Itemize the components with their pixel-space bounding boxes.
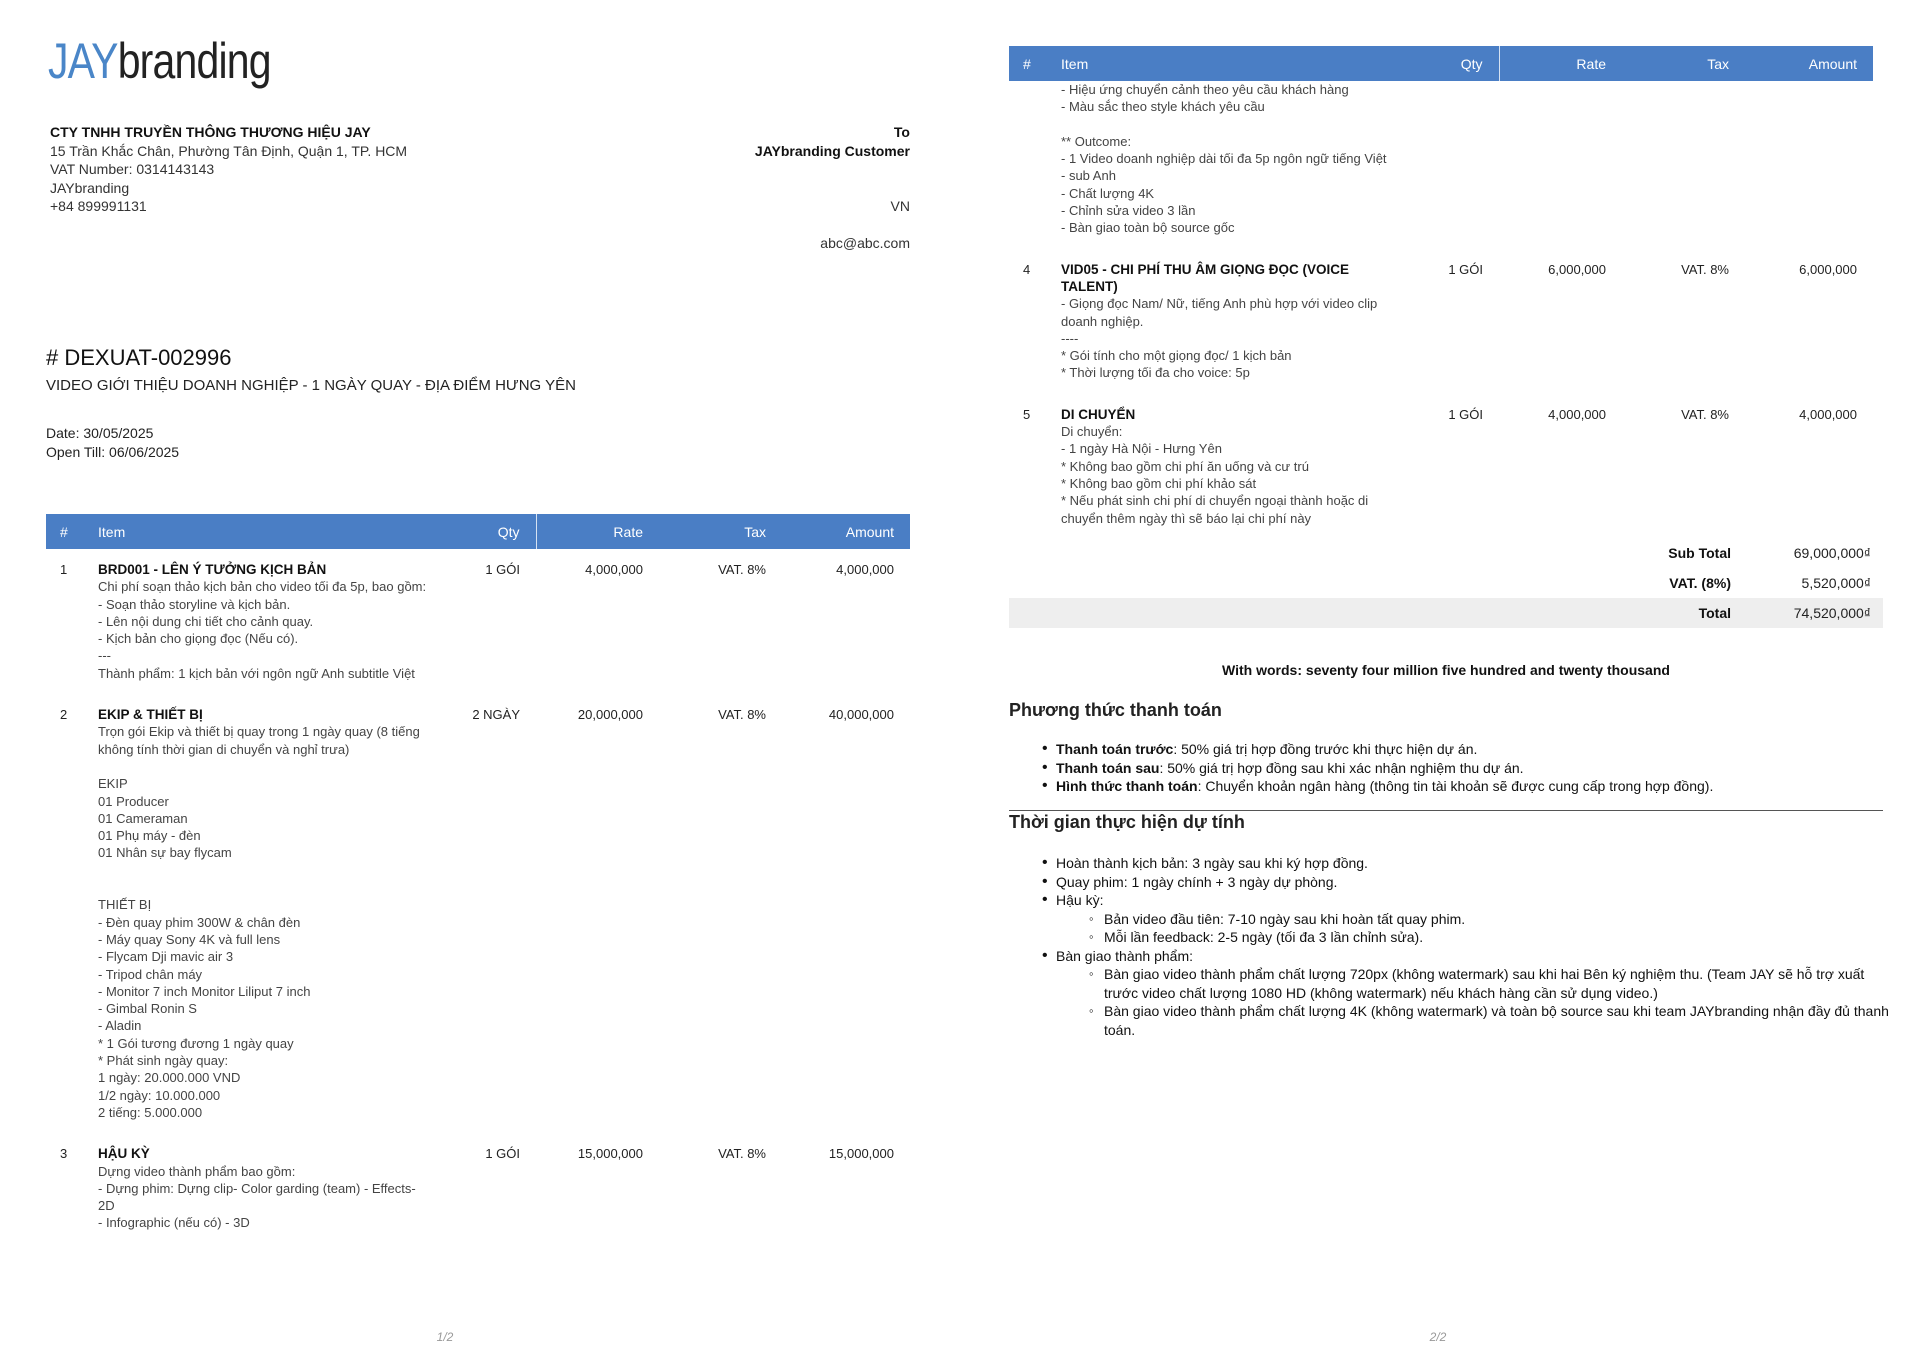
list-item: • Hoàn thành kịch bản: 3 ngày sau khi ký hợp đồng. [1056,854,1896,873]
header-num: # [1009,46,1051,81]
header-item: Item [1051,46,1413,81]
header-amount: Amount [1745,46,1873,81]
header-rate: Rate [536,514,659,549]
customer-name: JAYbranding Customer [754,142,910,159]
items-table-continued [1009,46,1873,539]
customer-email[interactable]: abc@abc.com [820,235,910,251]
table-row: 3 HẬU KỲ Dựng video thành phẩm bao gồm: - Dựng phim: Dựng clip- Color garding (team) - Effects- 2D - Infographic (nếu có) - 3D 1 GÓI 15,000,000 VAT. 8% 15,000,000 [60,1146,894,1231]
customer-country: VN [890,198,910,214]
header-qty: Qty [1413,46,1499,81]
timeline-list [1056,854,1896,1039]
timeline-heading: Thời gian thực hiện dự tính [1009,812,1245,832]
proposal-number: # DEXUAT-002996 [46,345,232,370]
company-logo: JAYbranding [48,33,271,89]
table-row-continued [1009,81,1873,249]
header-tax: Tax [659,514,782,549]
header-item: Item [88,514,450,549]
table-row: 1 BRD001 - LÊN Ý TƯỞNG KỊCH BẢN Chi phí soạn thảo kịch bản cho video tối đa 5p, bao gồm: - Soạn thảo storyline và kịch bản. - Lên nội dung chi tiết cho cảnh quay. - Kịch bản cho giọng đọc (Nếu có). --- Thành phẩm: 1 kịch bản với ngôn ngữ Anh subtitle Việt 1 GÓI 4,000,000 VAT. 8% 4,000,000 [60,562,894,681]
payment-heading: Phương thức thanh toán [1009,700,1222,720]
item-description: Dựng video thành phẩm bao gồm: - Dựng phim: Dựng clip- Color garding (team) - Effects- 2D - Infographic (nếu có) - 3D [98,1163,416,1231]
page-number: 2/2 [1429,1330,1447,1344]
vat-value: 5,520,000₫ [1801,575,1871,591]
item-description: Chi phí soạn thảo kịch bản cho video tối đa 5p, bao gồm: - Soạn thảo storyline và kịch bản. - Lên nội dung chi tiết cho cảnh quay. - Kịch bản cho giọng đọc (Nếu có). --- Thành phẩm: 1 kịch bản với ngôn ngữ Anh subtitle Việt [98,579,427,681]
list-item: • Hình thức thanh toán: Chuyển khoản ngân hàng (thông tin tài khoản sẽ được cung cấp trong hợp đồng). [1056,777,1896,796]
vat-row: VAT. (8%) 5,520,000₫ [1009,568,1883,598]
item-description: Di chuyển: - 1 ngày Hà Nội - Hưng Yên * Không bao gồm chi phí ăn uống và cư trú * Không bao gồm chi phí khảo sát * Nếu phát sinh chi phí di chuyển ngoại thành hoặc di chuyển thêm ngày thì sẽ báo lại chi phí này [1061,424,1369,526]
subtotal-value: 69,000,000₫ [1793,545,1871,561]
proposal-title: VIDEO GIỚI THIỆU DOANH NGHIỆP - 1 NGÀY QUAY - ĐỊA ĐIỂM HƯNG YÊN [46,377,576,394]
company-vat: VAT Number: 0314143143 [50,161,215,177]
table-header [1009,46,1873,81]
item-description: - Giọng đọc Nam/ Nữ, tiếng Anh phù hợp với video clip doanh nghiệp. ---- * Gói tính cho một giọng đọc/ 1 kịch bản * Thời lượng tối đa cho voice: 5p [1061,296,1378,381]
subtotal-row: Sub Total 69,000,000₫ [1009,538,1883,568]
table-header [46,514,910,549]
total-value: 74,520,000₫ [1793,605,1871,621]
to-label: To [893,124,910,140]
table-row: 5 DI CHUYỂN Di chuyển: - 1 ngày Hà Nội - Hưng Yên * Không bao gồm chi phí ăn uống và cư trú * Không bao gồm chi phí khảo sát * Nếu phát sinh chi phí di chuyển ngoại thành hoặc di chuyển thêm ngày thì sẽ báo lại chi phí này 1 GÓI 4,000,000 VAT. 8% 4,000,000 [1023,406,1857,526]
sub-list-item: ◦ Mỗi lần feedback: 2-5 ngày (tối đa 3 lần chỉnh sửa). [1104,928,1896,947]
totals-block [1009,538,1883,628]
company-name: CTY TNHH TRUYỀN THÔNG THƯƠNG HIỆU JAY [50,124,371,140]
items-table [46,514,910,1244]
company-phone: +84 899991131 [50,198,147,214]
header-tax: Tax [1622,46,1745,81]
page-2 [960,0,1920,1358]
item-title: HẬU KỲ [98,1146,150,1162]
list-item: • Hậu kỳ: ◦ Bản video đầu tiên: 7-10 ngày sau khi hoàn tất quay phim. ◦ Mỗi lần feedback: 2-5 ngày (tối đa 3 lần chỉnh sửa). [1056,891,1896,947]
table-row: 4 VID05 - CHI PHÍ THU ÂM GIỌNG ĐỌC (VOICE TALENT) - Giọng đọc Nam/ Nữ, tiếng Anh phù hợp với video clip doanh nghiệp. ---- * Gói tính cho một giọng đọc/ 1 kịch bản * Thời lượng tối đa cho voice: 5p 1 GÓI 6,000,000 VAT. 8% 6,000,000 [1023,261,1857,381]
amount-in-words: With words: seventy four million five hundred and twenty thousand [1222,662,1670,678]
item-description: - Hiệu ứng chuyển cảnh theo yêu cầu khách hàng - Màu sắc theo style khách yêu cầu ** Outcome: - 1 Video doanh nghiệp dài tối đa 5p ngôn ngữ tiếng Việt - sub Anh - Chất lượng 4K - Chỉnh sửa video 3 lần - Bàn giao toàn bộ source gốc [1061,82,1387,236]
section-divider [1009,810,1883,811]
list-item: • Thanh toán trước: 50% giá trị hợp đồng trước khi thực hiện dự án. [1056,740,1896,759]
company-info [50,123,407,216]
company-brand: JAYbranding [50,179,130,196]
proposal-dates [46,424,179,461]
proposal-open-till: Open Till: 06/06/2025 [46,443,180,460]
header-num: # [46,514,88,549]
header-rate: Rate [1499,46,1622,81]
header-amount: Amount [782,514,910,549]
company-address: 15 Trần Khắc Chân, Phường Tân Định, Quận 1, TP. HCM [50,142,408,159]
item-description: Trọn gói Ekip và thiết bị quay trong 1 ngày quay (8 tiếng không tính thời gian di chuyển và nghỉ trưa) EKIP 01 Producer 01 Cameraman 01 Phụ máy - đèn 01 Nhân sự bay flycam THIẾT BỊ - Đèn quay phim 300W & chân đèn - Máy quay Sony 4K và full lens - Flycam Dji mavic air 3 - Tripod chân máy - Monitor 7 inch Monitor Liliput 7 inch - Gimbal Ronin S - Aladin * 1 Gói tương đương 1 ngày quay * Phát sinh ngày quay: 1 ngày: 20.000.000 VND 1/2 ngày: 10.000.000 2 tiếng: 5.000.000 [98,724,420,1120]
list-item: • Thanh toán sau: 50% giá trị hợp đồng sau khi xác nhận nghiệm thu dự án. [1056,759,1896,778]
sub-list-item: ◦ Bàn giao video thành phẩm chất lượng 720px (không watermark) sau khi hai Bên ký nghiệm thu. (Team JAY sẽ hỗ trợ xuất trước video chất lượng 1080 HD (không watermark) nếu khách hàng cần sử dụng video.) [1104,965,1896,1002]
page-number: 1/2 [436,1330,454,1344]
item-title: VID05 - CHI PHÍ THU ÂM GIỌNG ĐỌC (VOICE TALENT) [1061,261,1350,294]
list-item: • Quay phim: 1 ngày chính + 3 ngày dự phòng. [1056,873,1896,892]
total-row: Total 74,520,000₫ [1009,598,1883,628]
list-item: • Bàn giao thành phẩm: ◦ Bàn giao video thành phẩm chất lượng 720px (không watermark) sau khi hai Bên ký nghiệm thu. (Team JAY sẽ hỗ trợ xuất trước video chất lượng 1080 HD (không watermark) nếu khách hàng cần sử dụng video.) ◦ Bàn giao video thành phẩm chất lượng 4K (không watermark) và toàn bộ source sau khi team JAYbranding nhận đầy đủ thanh toán. [1056,947,1896,1040]
item-title: EKIP & THIẾT BỊ [98,707,203,723]
header-qty: Qty [450,514,536,549]
sub-list-item: ◦ Bản video đầu tiên: 7-10 ngày sau khi hoàn tất quay phim. [1104,910,1896,929]
item-title: DI CHUYỂN [1061,406,1136,422]
table-row: 2 EKIP & THIẾT BỊ Trọn gói Ekip và thiết bị quay trong 1 ngày quay (8 tiếng không tính thời gian di chuyển và nghỉ trưa) EKIP 01 Producer 01 Cameraman 01 Phụ máy - đèn 01 Nhân sự bay flycam THIẾT BỊ - Đèn quay phim 300W & chân đèn - Máy quay Sony 4K và full lens - Flycam Dji mavic air 3 - Tripod chân máy - Monitor 7 inch Monitor Liliput 7 inch - Gimbal Ronin S - Aladin * 1 Gói tương đương 1 ngày quay * Phát sinh ngày quay: 1 ngày: 20.000.000 VND 1/2 ngày: 10.000.000 2 tiếng: 5.000.000 2 NGÀY 20,000,000 VAT. 8% 40,000,000 [60,707,894,1120]
recipient-info [610,123,910,253]
item-title: BRD001 - LÊN Ý TƯỞNG KỊCH BẢN [98,562,327,577]
sub-list-item: ◦ Bàn giao video thành phẩm chất lượng 4K (không watermark) và toàn bộ source sau khi team JAYbranding nhận đầy đủ thanh toán. [1104,1002,1896,1039]
payment-list [1056,740,1896,796]
proposal-date: Date: 30/05/2025 [46,425,154,441]
